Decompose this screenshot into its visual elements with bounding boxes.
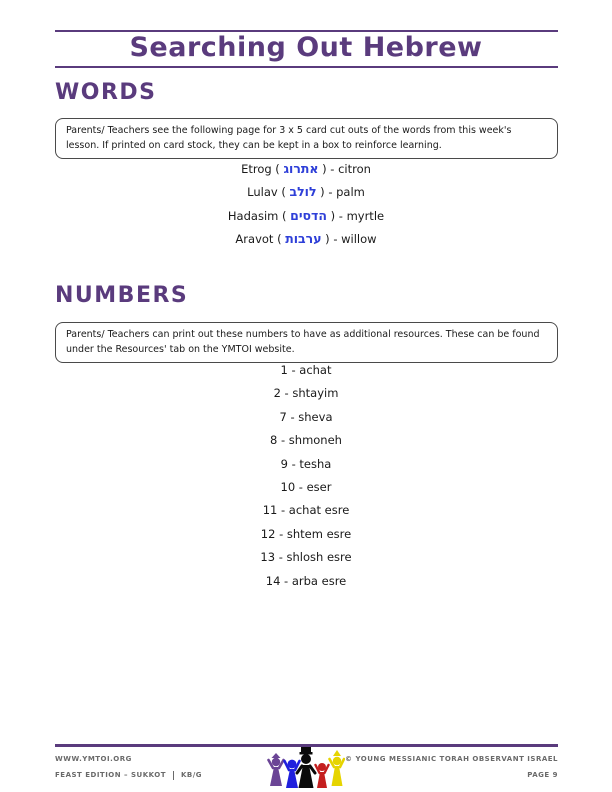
header-rule-bottom	[55, 66, 558, 68]
word-english: Aravot (	[235, 232, 286, 247]
word-english: Lulav (	[247, 185, 290, 200]
ymtoi-logo-figures	[267, 746, 345, 790]
footer-left	[55, 751, 202, 783]
number-row: 8 - shmoneh	[270, 433, 342, 448]
number-row: 2 - shtayim	[273, 386, 339, 401]
number-row: 9 - tesha	[280, 456, 332, 471]
numbers-list	[0, 359, 612, 593]
footer-website: WWW.YMTOI.ORG	[55, 755, 132, 763]
numbers-heading: NUMBERS	[55, 283, 189, 308]
word-row	[0, 204, 612, 227]
number-row: 12 - shtem esre	[260, 526, 352, 541]
word-english: Hadasim (	[227, 208, 291, 223]
number-row: 7 - sheva	[279, 409, 333, 424]
number-row: 1 - achat	[280, 363, 332, 377]
page-title: Searching Out Hebrew	[129, 32, 483, 63]
words-heading: WORDS	[55, 80, 157, 105]
word-hebrew: הדסים	[290, 207, 327, 223]
word-row	[0, 157, 612, 180]
footer-level: KB/G	[180, 771, 203, 779]
word-row	[0, 180, 612, 203]
footer-copyright: © YOUNG MESSIANIC TORAH OBSERVANT ISRAEL	[345, 755, 558, 763]
word-english: Etrog (	[241, 162, 284, 176]
words-note-box: Parents/ Teachers see the following page for 3 x 5 card cut outs of the words from this week's lesson. If printed on card stock, they can be kept in a box to reinforce learning.	[55, 118, 558, 159]
footer-edition-line	[55, 767, 202, 783]
numbers-note-box: Parents/ Teachers can print out these numbers to have as additional resources. These can be found under the Resources' tab on the YMTOI website.	[55, 322, 558, 363]
word-meaning: ) - willow	[321, 232, 377, 247]
number-row: 11 - achat esre	[262, 503, 350, 518]
word-meaning: ) - palm	[316, 185, 365, 200]
word-meaning: ) - citron	[318, 162, 371, 176]
words-list	[0, 157, 612, 251]
word-hebrew: לולב	[289, 184, 317, 200]
footer-separator	[173, 771, 174, 780]
footer-page-number: PAGE 9	[527, 771, 558, 779]
footer-edition: FEAST EDITION – SUKKOT	[55, 771, 166, 779]
footer-right	[345, 751, 558, 783]
number-row: 13 - shlosh esre	[260, 550, 352, 565]
word-hebrew: אתרוג	[283, 161, 319, 176]
number-row: 14 - arba esre	[265, 573, 347, 588]
number-row: 10 - eser	[280, 479, 332, 494]
word-hebrew: ערבות	[285, 231, 322, 247]
word-meaning: ) - myrtle	[326, 208, 385, 223]
ymtoi-logo	[267, 746, 345, 790]
word-row	[0, 227, 612, 250]
